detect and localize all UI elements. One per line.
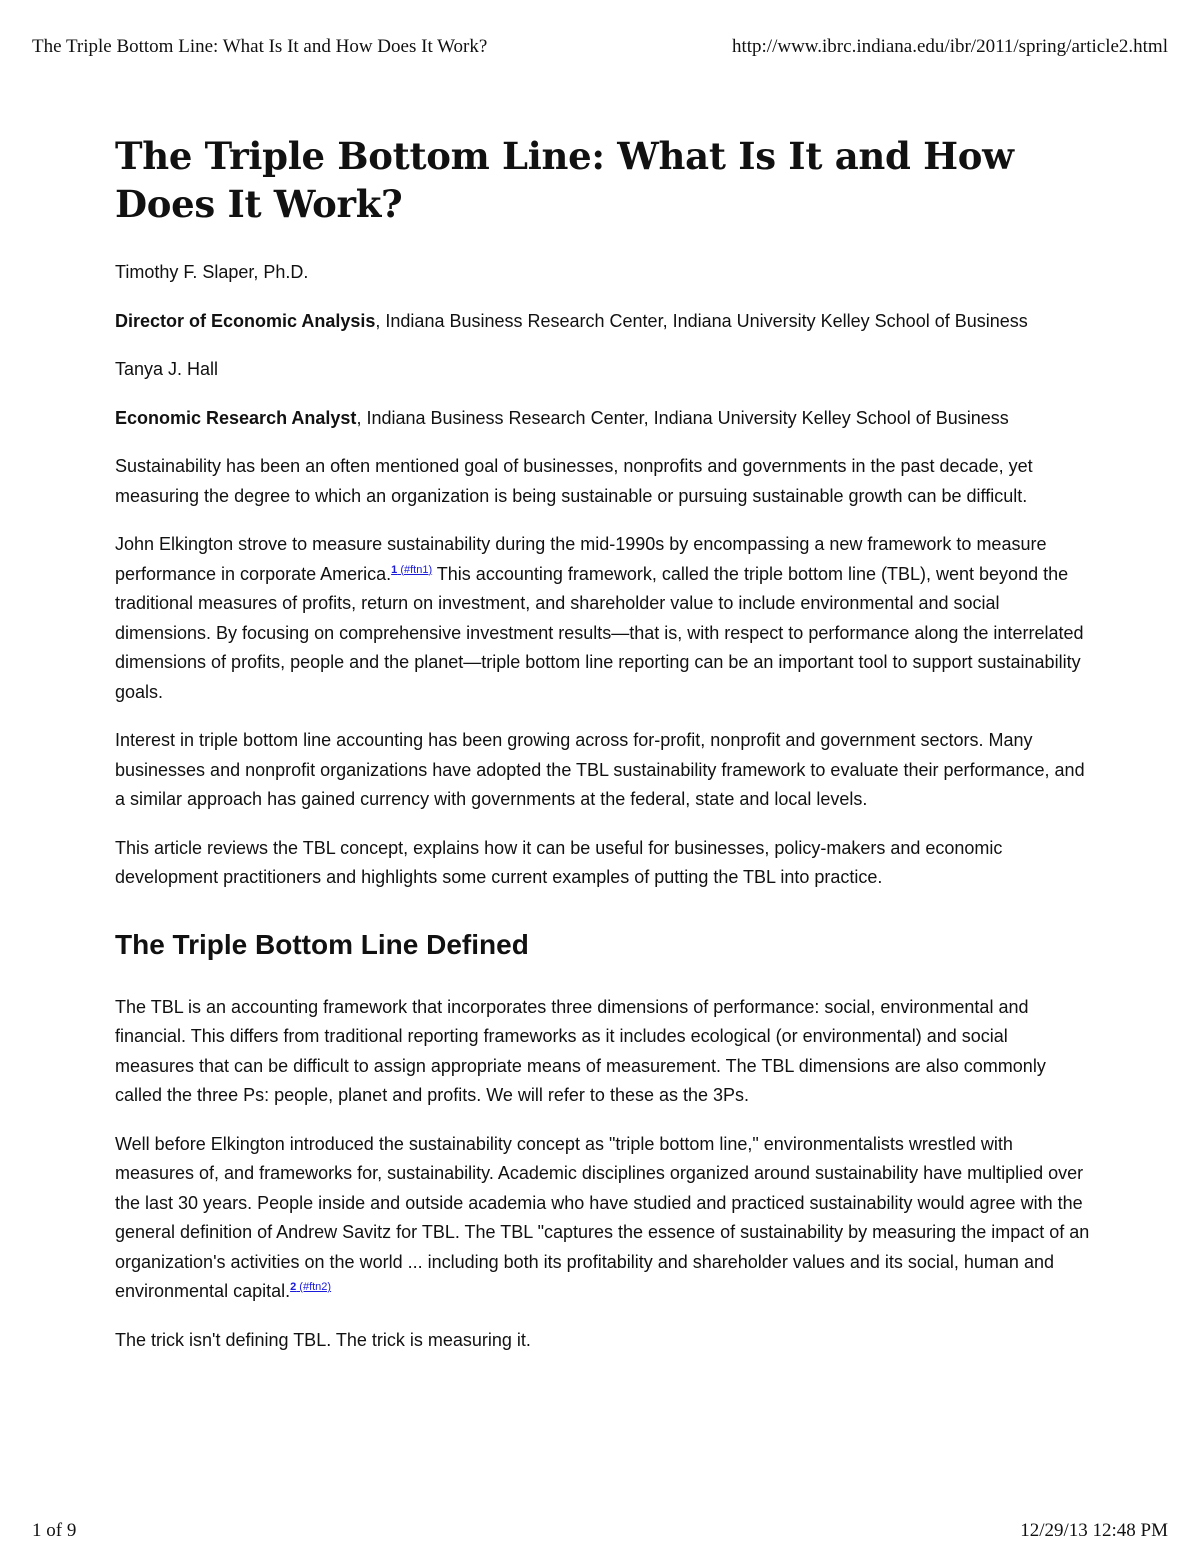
paragraph-savitz-text: Well before Elkington introduced the sustainability concept as "triple bottom line," environmentalists wrestled with measures of, and frameworks for, sustainability. Academic disciplines organized around sustainability have multiplied over the last 30 years. People inside and outside academia who have studied and practiced sustainability would agree with the general definition of Andrew Savitz for TBL. The TBL "captures the essence of sustainability by measuring the impact of an organization's activities on the world ... including both its profitability and shareholder values and its social, human and environmental capital.	[115, 1133, 1090, 1301]
footnote-link-2-target: (#ftn2)	[296, 1281, 332, 1293]
author1-name: Timothy F. Slaper, Ph.D.	[115, 262, 309, 282]
footnote-link-2-number: 2	[290, 1281, 297, 1293]
paragraph-elkington	[115, 530, 1090, 707]
author1-credentials	[115, 307, 1090, 337]
article-content	[115, 132, 1090, 1374]
paragraph-tbl-definition: The TBL is an accounting framework that incorporates three dimensions of performance: social, environmental and financial. This differs from traditional reporting frameworks as it includes ecological (or environmental) and social measures that can be difficult to assign appropriate means of measurement. The TBL dimensions are also commonly called the three Ps: people, planet and profits. We will refer to these as the 3Ps.	[115, 996, 1046, 1105]
paragraph-elkington-text-a: John Elkington strove to measure sustainability during the mid-1990s by encompassing a new framework to measure performance in corporate America.	[115, 534, 1047, 584]
author2-affiliation: , Indiana Business Research Center, Indiana University Kelley School of Business	[356, 407, 1009, 428]
footnote-link-1-number: 1	[391, 563, 398, 576]
author2-role: Economic Research Analyst	[115, 407, 357, 428]
print-header-url: http://www.ibrc.indiana.edu/ibr/2011/spring/article2.html	[731, 36, 1168, 57]
print-header-title: The Triple Bottom Line: What Is It and How Does It Work?	[32, 36, 488, 57]
footnote-link-2[interactable]	[290, 1281, 331, 1293]
paragraph-trick: The trick isn't defining TBL. The trick is measuring it.	[115, 1329, 531, 1350]
paragraph-savitz	[115, 1130, 1090, 1307]
footnote-link-1[interactable]	[391, 564, 432, 576]
section-title-tbl-defined: The Triple Bottom Line Defined	[115, 928, 529, 960]
author1-affiliation: , Indiana Business Research Center, Indiana University Kelley School of Business	[375, 310, 1028, 331]
print-footer-datetime: 12/29/13 12:48 PM	[1020, 1520, 1168, 1541]
author1-role: Director of Economic Analysis	[115, 310, 376, 331]
article-title: The Triple Bottom Line: What Is It and How Does It Work?	[115, 134, 1014, 226]
author2-credentials	[115, 404, 1090, 434]
author2-name: Tanya J. Hall	[115, 359, 219, 379]
paragraph-intro: Sustainability has been an often mentioned goal of businesses, nonprofits and governments in the past decade, yet measuring the degree to which an organization is being sustainable or pursuing sustainable growth can be difficult.	[115, 456, 1033, 506]
print-footer-page-count: 1 of 9	[32, 1520, 77, 1541]
paragraph-article-overview: This article reviews the TBL concept, explains how it can be useful for businesses, policy-makers and economic development practitioners and highlights some current examples of putting the TBL into practice.	[115, 837, 1003, 887]
paragraph-elkington-text-b: This accounting framework, called the triple bottom line (TBL), went beyond the traditional measures of profits, return on investment, and shareholder value to include environmental and social dimensions. By focusing on comprehensive investment results—that is, with respect to performance along the interrelated dimensions of profits, people and the planet—triple bottom line reporting can be an important tool to support sustainability goals.	[115, 563, 1084, 702]
footnote-link-1-target: (#ftn1)	[397, 563, 433, 576]
paragraph-interest: Interest in triple bottom line accounting has been growing across for-profit, nonprofit and government sectors. Many businesses and nonprofit organizations have adopted the TBL sustainability framework to evaluate their performance, and a similar approach has gained currency with governments at the federal, state and local levels.	[115, 730, 1085, 809]
